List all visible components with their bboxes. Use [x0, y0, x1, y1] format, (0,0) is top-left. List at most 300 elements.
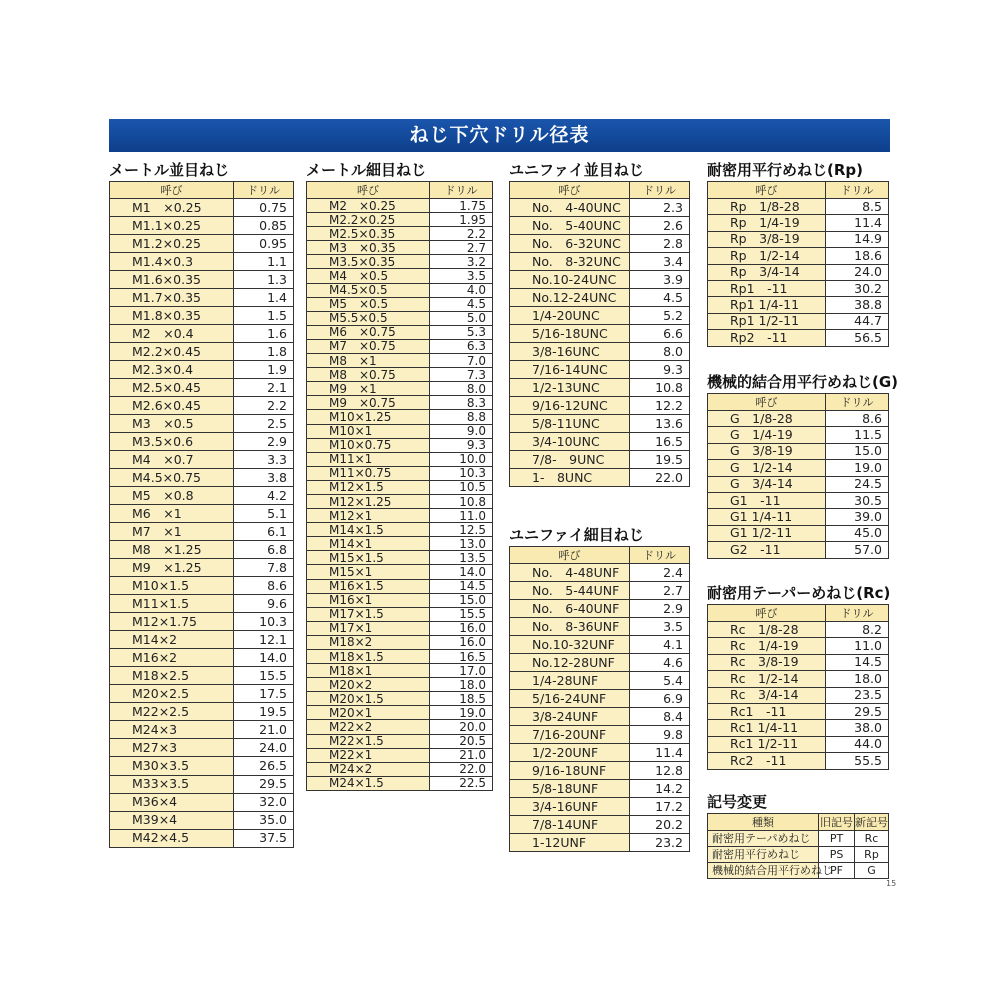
nominal-cell: M4 ×0.5 [307, 269, 430, 283]
table-row [307, 593, 493, 607]
nominal-cell: M20×2 [307, 678, 430, 692]
drill-cell: 26.5 [234, 757, 294, 775]
table-row [307, 368, 493, 382]
section-title: 耐密用平行めねじ(Rp) [707, 161, 863, 179]
header-drill: ドリル [430, 182, 493, 199]
drill-cell: 10.8 [630, 379, 690, 397]
nominal-cell: 7/16-20UNF [510, 726, 630, 744]
table-row [110, 505, 294, 523]
nominal-cell: Rc1 1/4-11 [708, 720, 826, 736]
table-row [110, 541, 294, 559]
nominal-cell: M9 ×1.25 [110, 559, 234, 577]
section-title: ユニファイ並目ねじ [509, 161, 644, 179]
nominal-cell: No. 5-44UNF [510, 582, 630, 600]
nominal-cell: M1.1×0.25 [110, 217, 234, 235]
nominal-cell: M24×3 [110, 721, 234, 739]
header-nominal: 呼び [708, 182, 826, 199]
table-row [110, 757, 294, 775]
nominal-cell: M39×4 [110, 811, 234, 829]
table-row [110, 343, 294, 361]
table-row [510, 199, 690, 217]
nominal-cell: Rc1 -11 [708, 703, 826, 719]
nominal-cell: M5.5×0.5 [307, 311, 430, 325]
table-row [110, 217, 294, 235]
drill-cell: 16.0 [430, 621, 493, 635]
drill-cell: 7.3 [430, 368, 493, 382]
table-row [510, 636, 690, 654]
table-row [510, 397, 690, 415]
nominal-cell: Rc1 1/2-11 [708, 736, 826, 752]
nominal-cell: M1 ×0.25 [110, 199, 234, 217]
drill-cell: 16.5 [430, 650, 493, 664]
drill-cell: 22.0 [430, 762, 493, 776]
drill-cell: 1.95 [430, 213, 493, 227]
table-row [510, 433, 690, 451]
nominal-cell: 1/4-28UNF [510, 672, 630, 690]
table-row [708, 831, 889, 847]
drill-cell: 1.3 [234, 271, 294, 289]
table-row [307, 339, 493, 353]
drill-cell: 5.3 [430, 325, 493, 339]
nominal-cell: M22×1.5 [307, 734, 430, 748]
table-row [708, 509, 889, 525]
nominal-cell: M1.2×0.25 [110, 235, 234, 253]
table-row [510, 451, 690, 469]
table-row [708, 671, 889, 687]
drill-cell: 12.2 [630, 397, 690, 415]
table-row [510, 654, 690, 672]
nominal-cell: No. 8-32UNC [510, 253, 630, 271]
nominal-cell: M3 ×0.35 [307, 241, 430, 255]
table-row [708, 427, 889, 443]
nominal-cell: M2.6×0.45 [110, 397, 234, 415]
drill-cell: 8.6 [826, 411, 889, 427]
table-row [110, 739, 294, 757]
drill-cell: 15.0 [826, 443, 889, 459]
new-symbol-cell: G [855, 863, 889, 879]
drill-cell: 37.5 [234, 829, 294, 847]
drill-cell: 15.5 [430, 607, 493, 621]
nominal-cell: 7/8- 9UNC [510, 451, 630, 469]
drill-cell: 9.3 [630, 361, 690, 379]
nominal-cell: M9 ×1 [307, 382, 430, 396]
table-row [307, 776, 493, 790]
nominal-cell: G1 -11 [708, 492, 826, 508]
nominal-cell: M2 ×0.4 [110, 325, 234, 343]
drill-cell: 9.6 [234, 595, 294, 613]
table-row [110, 775, 294, 793]
nominal-cell: M10×1 [307, 424, 430, 438]
nominal-cell: No. 4-48UNF [510, 564, 630, 582]
drill-cell: 22.5 [430, 776, 493, 790]
corner-mark: 15 [886, 879, 897, 888]
table-row [307, 410, 493, 424]
g-table [707, 393, 889, 559]
drill-cell: 14.5 [430, 579, 493, 593]
header-type: 種類 [708, 814, 819, 831]
table-row [307, 452, 493, 466]
drill-cell: 3.4 [630, 253, 690, 271]
nominal-cell: No. 5-40UNC [510, 217, 630, 235]
drill-cell: 10.5 [430, 480, 493, 494]
drill-cell: 44.7 [826, 313, 889, 329]
table-row [510, 708, 690, 726]
table-row [708, 638, 889, 654]
drill-cell: 5.2 [630, 307, 690, 325]
nominal-cell: M1.8×0.35 [110, 307, 234, 325]
nominal-cell: Rp 3/8-19 [708, 231, 826, 247]
nominal-cell: 9/16-18UNF [510, 762, 630, 780]
nominal-cell: M6 ×1 [110, 505, 234, 523]
drill-cell: 45.0 [826, 525, 889, 541]
nominal-cell: 5/8-11UNC [510, 415, 630, 433]
table-row [708, 687, 889, 703]
nominal-cell: M3.5×0.6 [110, 433, 234, 451]
drill-cell: 3.5 [430, 269, 493, 283]
section-title: 記号変更 [707, 793, 768, 811]
nominal-cell: M5 ×0.5 [307, 297, 430, 311]
nominal-cell: Rp2 -11 [708, 330, 826, 346]
table-row [708, 476, 889, 492]
table-row [510, 325, 690, 343]
table-row [110, 271, 294, 289]
drill-cell: 8.4 [630, 708, 690, 726]
drill-cell: 1.75 [430, 199, 493, 213]
table-row [110, 685, 294, 703]
table-row [307, 255, 493, 269]
nominal-cell: No.10-24UNC [510, 271, 630, 289]
header-drill: ドリル [234, 182, 294, 199]
table-row [307, 551, 493, 565]
nominal-cell: M3.5×0.35 [307, 255, 430, 269]
drill-cell: 4.5 [430, 297, 493, 311]
drill-cell: 2.7 [430, 241, 493, 255]
drill-cell: 2.8 [630, 235, 690, 253]
drill-cell: 19.5 [630, 451, 690, 469]
nominal-cell: G1 1/4-11 [708, 509, 826, 525]
nominal-cell: No.12-24UNC [510, 289, 630, 307]
section-title: メートル細目ねじ [306, 161, 427, 179]
unf-table [509, 546, 690, 852]
nominal-cell: 3/4-16UNF [510, 798, 630, 816]
new-symbol-cell: Rc [855, 831, 889, 847]
drill-cell: 0.75 [234, 199, 294, 217]
table-row [110, 577, 294, 595]
drill-cell: 1.8 [234, 343, 294, 361]
nominal-cell: Rp 1/4-19 [708, 215, 826, 231]
nominal-cell: M12×1 [307, 509, 430, 523]
nominal-cell: M4.5×0.5 [307, 283, 430, 297]
nominal-cell: Rp 1/8-28 [708, 199, 826, 215]
table-row [510, 415, 690, 433]
table-row [708, 297, 889, 313]
header-nominal: 呼び [708, 394, 826, 411]
drill-cell: 4.6 [630, 654, 690, 672]
drill-cell: 1.1 [234, 253, 294, 271]
table-row [510, 343, 690, 361]
old-symbol-cell: PF [819, 863, 855, 879]
section-title: 耐密用テーパーめねじ(Rc) [707, 584, 891, 602]
drill-cell: 56.5 [826, 330, 889, 346]
drill-cell: 18.0 [826, 671, 889, 687]
drill-cell: 8.0 [430, 382, 493, 396]
table-row [307, 706, 493, 720]
table-row [307, 621, 493, 635]
nominal-cell: 1/2-20UNF [510, 744, 630, 762]
nominal-cell: M20×1.5 [307, 692, 430, 706]
table-row [110, 289, 294, 307]
section-title: 機械的結合用平行めねじ(G) [707, 373, 899, 391]
table-row [510, 361, 690, 379]
drill-cell: 11.4 [826, 215, 889, 231]
table-row [510, 469, 690, 487]
drill-cell: 13.5 [430, 551, 493, 565]
table-row [307, 509, 493, 523]
table-row [307, 579, 493, 593]
nominal-cell: 1- 8UNC [510, 469, 630, 487]
table-row [510, 564, 690, 582]
drill-cell: 38.8 [826, 297, 889, 313]
table-row [110, 703, 294, 721]
drill-cell: 0.95 [234, 235, 294, 253]
table-row [307, 199, 493, 213]
drill-cell: 13.6 [630, 415, 690, 433]
table-row [110, 469, 294, 487]
table-row [110, 325, 294, 343]
table-row [510, 834, 690, 852]
table-row [307, 480, 493, 494]
nominal-cell: M12×1.5 [307, 480, 430, 494]
table-row [708, 264, 889, 280]
header-drill: ドリル [826, 182, 889, 199]
drill-cell: 1.4 [234, 289, 294, 307]
header-drill: ドリル [630, 547, 690, 564]
nominal-cell: M2.5×0.45 [110, 379, 234, 397]
new-symbol-cell: Rp [855, 847, 889, 863]
nominal-cell: M2.2×0.25 [307, 213, 430, 227]
nominal-cell: M14×1.5 [307, 523, 430, 537]
nominal-cell: M15×1.5 [307, 551, 430, 565]
table-row [510, 672, 690, 690]
table-row [110, 433, 294, 451]
table-row [510, 379, 690, 397]
metric-fine-section [306, 160, 493, 791]
nominal-cell: M18×2.5 [110, 667, 234, 685]
table-row [708, 443, 889, 459]
nominal-cell: M3 ×0.5 [110, 415, 234, 433]
nominal-cell: 耐密用テーパめねじ [708, 831, 819, 847]
drill-cell: 12.5 [430, 523, 493, 537]
table-row [307, 650, 493, 664]
table-row [307, 635, 493, 649]
table-row [307, 269, 493, 283]
table-row [307, 678, 493, 692]
nominal-cell: M2.5×0.35 [307, 227, 430, 241]
nominal-cell: M7 ×1 [110, 523, 234, 541]
drill-cell: 15.5 [234, 667, 294, 685]
nominal-cell: Rc 1/8-28 [708, 622, 826, 638]
nominal-cell: 5/8-18UNF [510, 780, 630, 798]
drill-cell: 2.2 [430, 227, 493, 241]
drill-cell: 8.0 [630, 343, 690, 361]
drill-cell: 17.2 [630, 798, 690, 816]
drill-cell: 22.0 [630, 469, 690, 487]
nominal-cell: M5 ×0.8 [110, 487, 234, 505]
drill-cell: 4.5 [630, 289, 690, 307]
drill-cell: 6.6 [630, 325, 690, 343]
header-drill: ドリル [826, 394, 889, 411]
table-row [510, 798, 690, 816]
drill-cell: 1.5 [234, 307, 294, 325]
nominal-cell: M12×1.75 [110, 613, 234, 631]
nominal-cell: No. 6-40UNF [510, 600, 630, 618]
drill-cell: 2.4 [630, 564, 690, 582]
nominal-cell: M17×1.5 [307, 607, 430, 621]
drill-cell: 10.3 [430, 466, 493, 480]
nominal-cell: 7/16-14UNC [510, 361, 630, 379]
nominal-cell: G 3/4-14 [708, 476, 826, 492]
symbol-change-table [707, 813, 889, 879]
drill-cell: 23.5 [826, 687, 889, 703]
table-row [510, 307, 690, 325]
table-row [708, 542, 889, 558]
drill-cell: 2.2 [234, 397, 294, 415]
g-section [707, 372, 899, 559]
drill-cell: 38.0 [826, 720, 889, 736]
nominal-cell: M42×4.5 [110, 829, 234, 847]
nominal-cell: 3/4-10UNC [510, 433, 630, 451]
table-row [110, 451, 294, 469]
nominal-cell: 1/4-20UNC [510, 307, 630, 325]
table-row [110, 415, 294, 433]
table-row [510, 816, 690, 834]
table-row [708, 847, 889, 863]
drill-cell: 12.1 [234, 631, 294, 649]
table-row [510, 780, 690, 798]
nominal-cell: M22×1 [307, 748, 430, 762]
table-row [110, 649, 294, 667]
nominal-cell: No.12-28UNF [510, 654, 630, 672]
drill-cell: 13.0 [430, 537, 493, 551]
drill-cell: 14.2 [630, 780, 690, 798]
header-nominal: 呼び [708, 605, 826, 622]
nominal-cell: M15×1 [307, 565, 430, 579]
drill-cell: 17.5 [234, 685, 294, 703]
table-row [307, 537, 493, 551]
table-row [510, 744, 690, 762]
nominal-cell: Rp1 1/4-11 [708, 297, 826, 313]
nominal-cell: Rp1 -11 [708, 280, 826, 296]
metric-fine-table [306, 181, 493, 791]
drill-cell: 24.0 [826, 264, 889, 280]
drill-cell: 16.0 [430, 635, 493, 649]
drill-cell: 10.8 [430, 494, 493, 508]
drill-cell: 4.2 [234, 487, 294, 505]
nominal-cell: M20×2.5 [110, 685, 234, 703]
nominal-cell: M8 ×1 [307, 354, 430, 368]
nominal-cell: M30×3.5 [110, 757, 234, 775]
nominal-cell: M11×1 [307, 452, 430, 466]
drill-cell: 2.9 [630, 600, 690, 618]
drill-cell: 7.8 [234, 559, 294, 577]
table-row [110, 613, 294, 631]
drill-cell: 14.5 [826, 654, 889, 670]
table-row [708, 492, 889, 508]
old-symbol-cell: PT [819, 831, 855, 847]
drill-cell: 8.8 [430, 410, 493, 424]
table-row [307, 523, 493, 537]
table-row [307, 241, 493, 255]
nominal-cell: M6 ×0.75 [307, 325, 430, 339]
table-row [110, 199, 294, 217]
nominal-cell: G1 1/2-11 [708, 525, 826, 541]
drill-cell: 20.5 [430, 734, 493, 748]
table-row [307, 424, 493, 438]
table-row [708, 231, 889, 247]
drill-cell: 29.5 [826, 703, 889, 719]
table-row [510, 690, 690, 708]
rp-section [707, 160, 889, 347]
nominal-cell: M18×1 [307, 664, 430, 678]
drill-cell: 55.5 [826, 753, 889, 769]
header-new-symbol: 新記号 [855, 814, 889, 831]
drill-cell: 11.0 [430, 509, 493, 523]
drill-cell: 3.5 [630, 618, 690, 636]
table-row [307, 396, 493, 410]
table-row [307, 213, 493, 227]
nominal-cell: M33×3.5 [110, 775, 234, 793]
nominal-cell: Rc 1/4-19 [708, 638, 826, 654]
table-row [708, 720, 889, 736]
nominal-cell: No.10-32UNF [510, 636, 630, 654]
nominal-cell: M11×0.75 [307, 466, 430, 480]
table-row [110, 487, 294, 505]
nominal-cell: M2.3×0.4 [110, 361, 234, 379]
table-row [307, 734, 493, 748]
drill-cell: 18.6 [826, 248, 889, 264]
nominal-cell: 3/8-24UNF [510, 708, 630, 726]
drill-cell: 17.0 [430, 664, 493, 678]
nominal-cell: M16×1.5 [307, 579, 430, 593]
unc-section [509, 160, 690, 487]
drill-cell: 3.8 [234, 469, 294, 487]
symbol-change-section [707, 792, 889, 879]
table-row [110, 559, 294, 577]
drill-cell: 20.0 [430, 720, 493, 734]
table-row [708, 280, 889, 296]
table-row [307, 607, 493, 621]
table-row [307, 283, 493, 297]
table-row [708, 622, 889, 638]
table-row [110, 361, 294, 379]
nominal-cell: M4 ×0.7 [110, 451, 234, 469]
drill-cell: 8.5 [826, 199, 889, 215]
drill-cell: 24.5 [826, 476, 889, 492]
nominal-cell: 7/8-14UNF [510, 816, 630, 834]
nominal-cell: M36×4 [110, 793, 234, 811]
nominal-cell: M22×2.5 [110, 703, 234, 721]
nominal-cell: M8 ×0.75 [307, 368, 430, 382]
drill-cell: 6.9 [630, 690, 690, 708]
drill-cell: 11.0 [826, 638, 889, 654]
nominal-cell: M14×1 [307, 537, 430, 551]
table-row [510, 600, 690, 618]
rc-table [707, 604, 889, 770]
table-row [510, 253, 690, 271]
section-title: ユニファイ細目ねじ [509, 526, 644, 544]
header-nominal: 呼び [307, 182, 430, 199]
drill-cell: 16.5 [630, 433, 690, 451]
